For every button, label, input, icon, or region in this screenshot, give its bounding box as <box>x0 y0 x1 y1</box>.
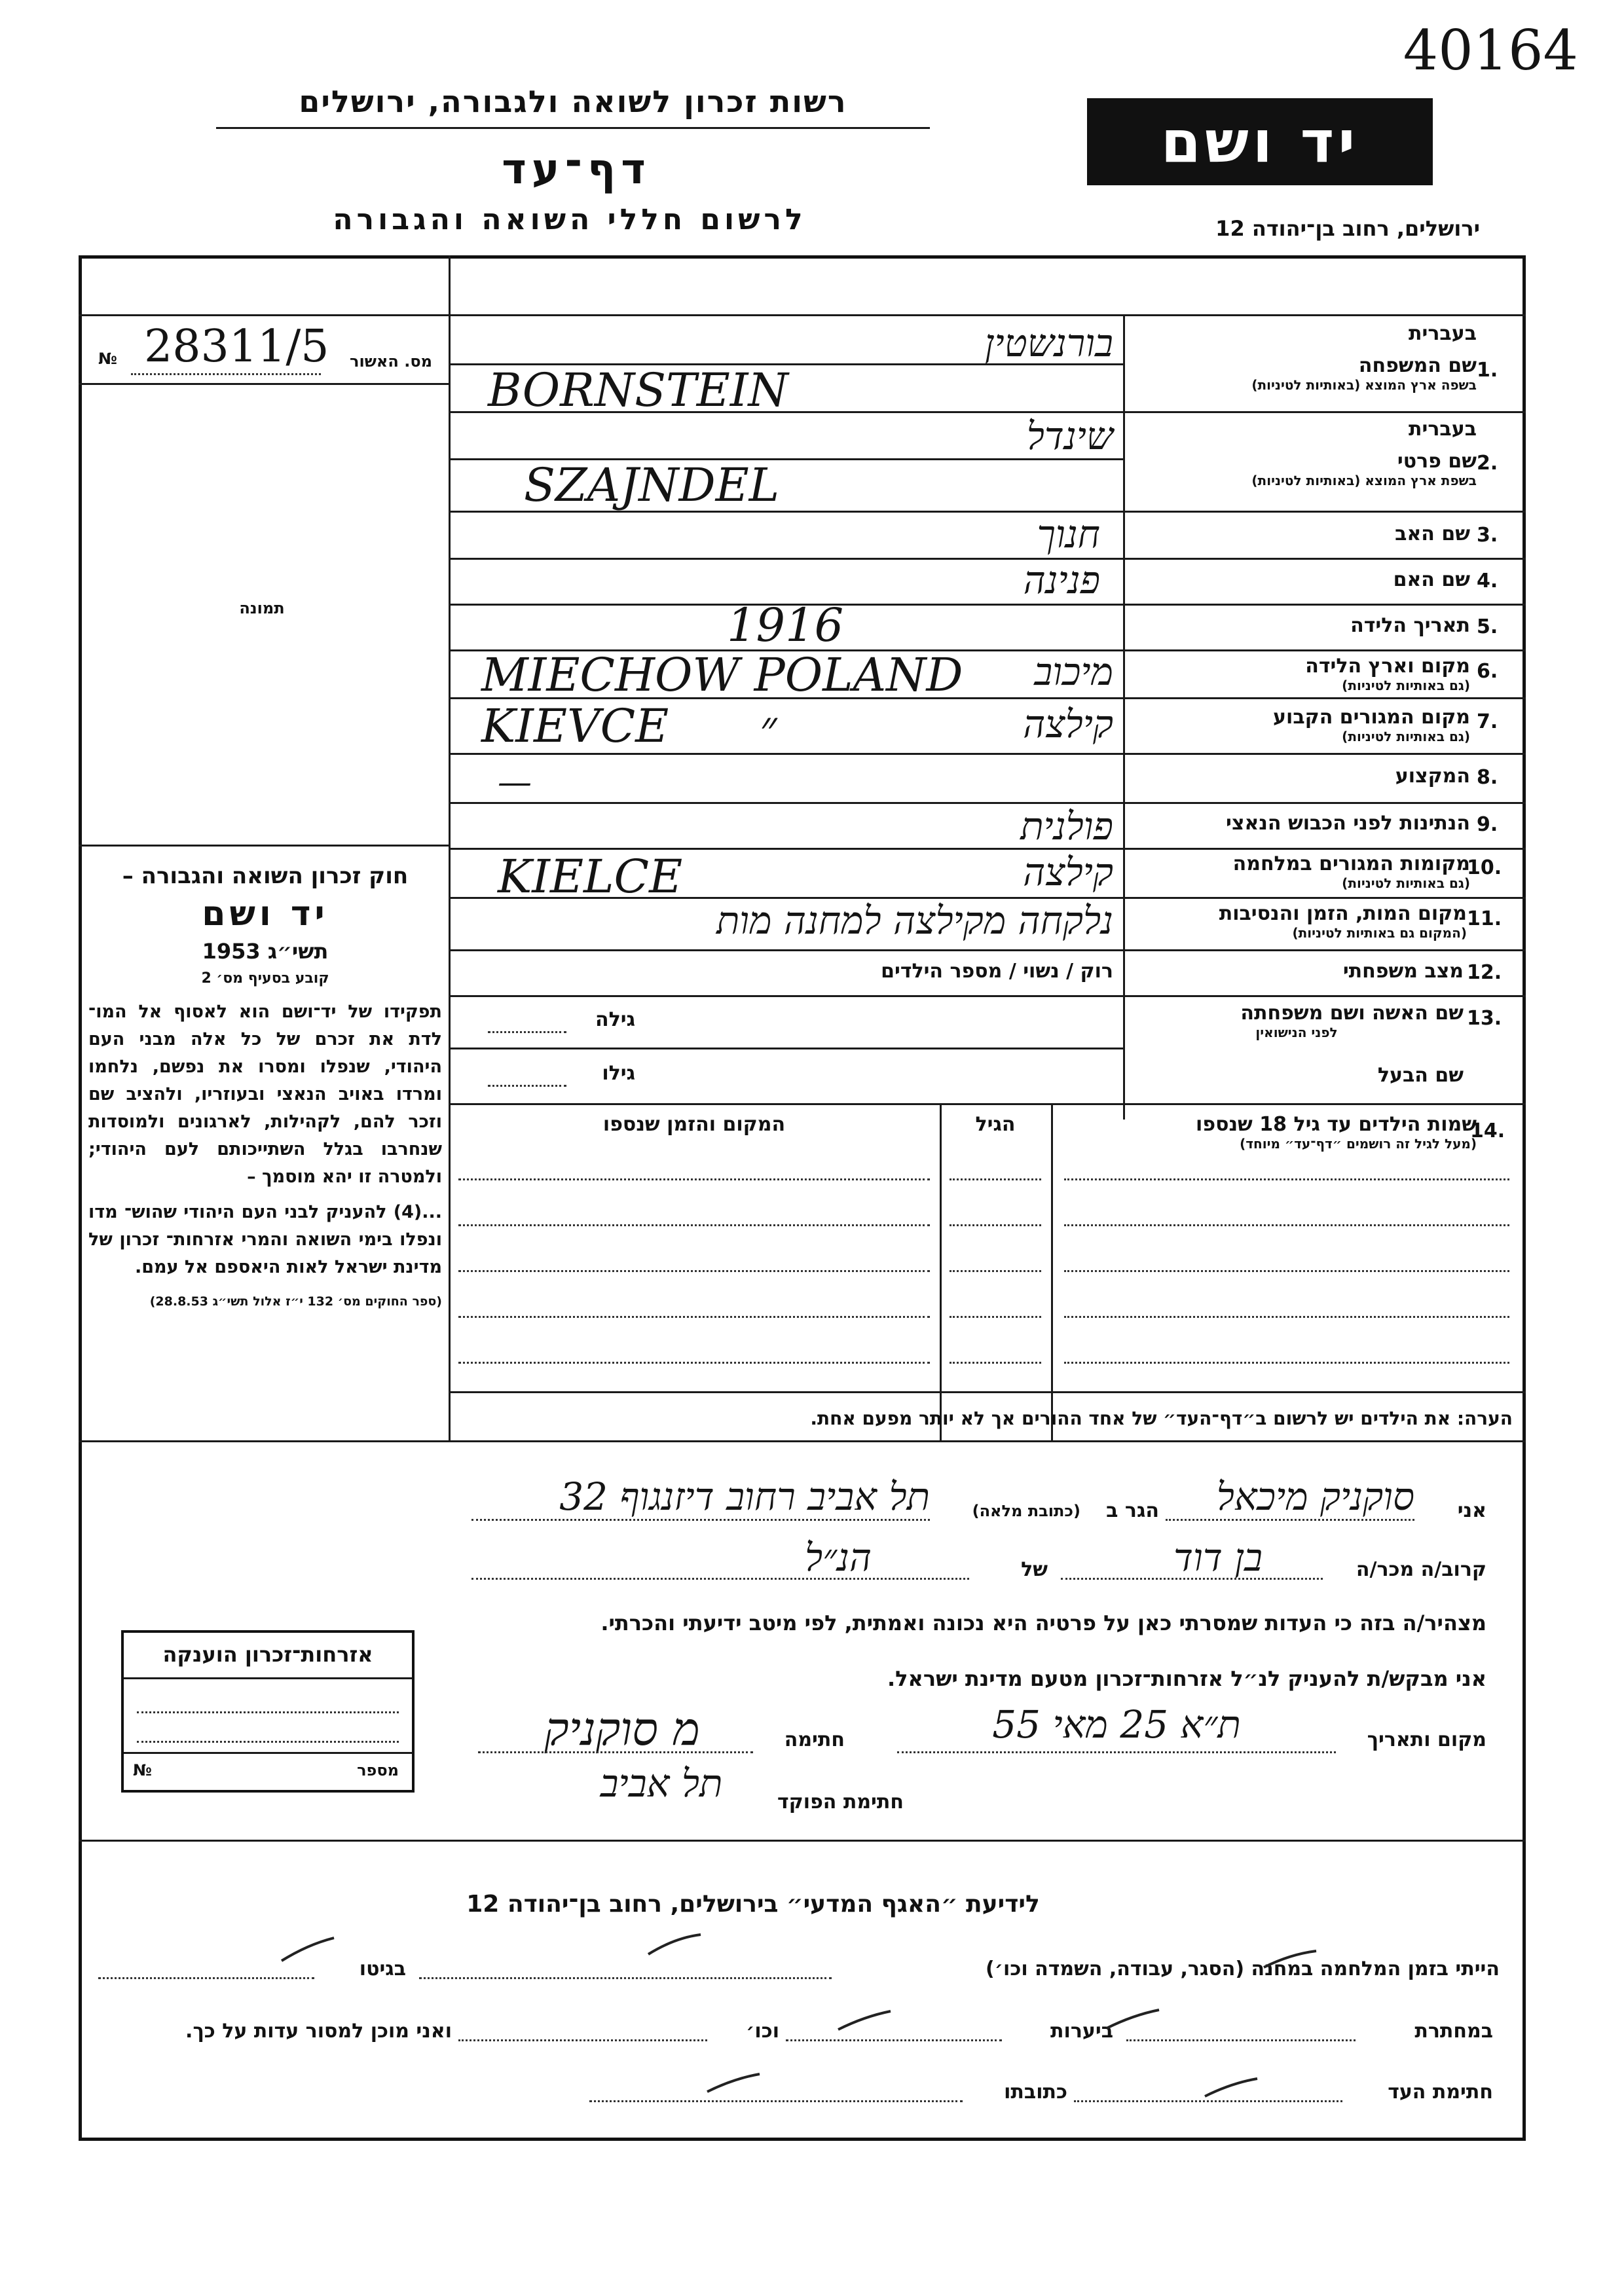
relation-value: בן דוד <box>1173 1535 1263 1580</box>
field-7-latin-value: KIEVCE <box>481 699 669 753</box>
children-note: (מעל לגיל זה רושמים ״דף־עד״ מיוחד) <box>1240 1136 1477 1152</box>
field-2-note: בשפת ארץ המוצא (באותיות לטיניות) <box>1251 473 1477 488</box>
footer-line2-c: וכו׳ <box>746 2020 779 2043</box>
remark: הערה: את הילדים יש לרשום ב״דף־העד״ של אחד ההורים אך לא יותר מפעם אחת. <box>810 1408 1513 1429</box>
relation-label: קרוב/ה מכר/ה <box>1356 1558 1486 1581</box>
declaration-text: מצהיר/ה בזה כי העדות שמסרתי כאן על פרטיה היא נכונה ואמתית, לפי מיטב ידיעתי והכרתי. <box>600 1611 1486 1635</box>
footer-line2-b: ביערות <box>1050 2020 1113 2043</box>
tick-mark <box>282 1938 334 1961</box>
authority-title: רשות זכרון לשואה ולגבורה, ירושלים <box>299 84 847 119</box>
field-6-num: 6. <box>1477 660 1498 683</box>
declarant-address-note: (כתובת מלאה) <box>972 1502 1080 1520</box>
citizenship-number-label: מספר <box>357 1761 399 1779</box>
form-subtitle: לרשום חללי השואה והגבורה <box>333 203 807 236</box>
field-8-num: 8. <box>1477 766 1498 789</box>
field-13-num: 13. <box>1467 1007 1502 1030</box>
approval-no-mark: № <box>98 350 117 368</box>
field-12-num: 12. <box>1467 961 1502 984</box>
field-2-label: שם פרטי <box>1397 450 1477 473</box>
field-2-latin-value: SZAJNDEL <box>524 458 780 512</box>
signature-label: חתימה <box>784 1728 845 1751</box>
field-3-value: חנוך <box>1037 512 1100 556</box>
tick-mark <box>707 2074 760 2092</box>
field-9-value: פולנית <box>1020 804 1113 848</box>
tick-mark <box>648 1935 701 1954</box>
declarant-signature: מ סוקניק <box>544 1702 700 1756</box>
tick-mark <box>1264 1951 1316 1967</box>
field-13-label: שם האשה ושם משפחתה <box>1240 1002 1464 1025</box>
law-name: יד ושם <box>202 894 329 934</box>
field-8-value: — <box>498 763 532 802</box>
field-1-num: 1. <box>1477 359 1498 382</box>
law-paragraph-2: ...(4) להעניק לבני העם היהודי שהוש־ מדו ונפלו בימי השואה והמרי אזרחות־ זכרון של מדינת ישראל לאות היאספם אל עמם. <box>88 1202 442 1277</box>
field-1-hebrew-prefix: בעברית <box>1409 322 1477 345</box>
declarant-prefix: אני <box>1457 1499 1486 1522</box>
tick-mark <box>1205 2079 1257 2096</box>
law-title: חוק זכרון השואה והגבורה – <box>122 863 409 889</box>
field-8-label: המקצוע <box>1395 765 1470 788</box>
officer-signature-label: חתימת הפוקד <box>777 1791 904 1813</box>
footer-line1-b: בגיטו <box>359 1958 406 1980</box>
law-clause: קובע בסעיף מס׳ 2 <box>201 970 329 987</box>
declarant-address: תל אביב רחוב דיזנגוף 32 <box>559 1474 930 1519</box>
field-11-label: מקום המות, הזמן והנסיבות <box>1219 902 1467 925</box>
footer-notice: לידיעת ״האגף המדעי״ בירושלים, רחוב בן־יהודה 12 <box>466 1891 1040 1918</box>
husband-label: שם הבעל <box>1377 1064 1464 1087</box>
children-place-header: המקום והזמן שנספו <box>602 1113 786 1136</box>
field-11-value: נלקחה מקילצה למחנה מות <box>716 898 1113 943</box>
footer-line3-b: כתובתו <box>1004 2081 1067 2104</box>
field-6-note: (גם באותיות לטיניות) <box>1342 678 1470 693</box>
field-12-label: מצב משפחתי <box>1342 960 1464 983</box>
field-6-label: מקום וארץ הלידה <box>1305 655 1470 678</box>
field-10-num: 10. <box>1467 856 1502 879</box>
field-3-label: שם האב <box>1395 522 1470 545</box>
field-2-hebrew-value: שינדל <box>1026 414 1113 458</box>
children-label: שמות הילדים עד גיל 18 שנספו <box>1196 1113 1477 1136</box>
field-2-hebrew-prefix: בעברית <box>1409 418 1477 441</box>
law-paragraph-1: תפקידו של יד־ושם הוא לאסוף אל המו־ לדת את זכרם של כל אלה מבני העם היהודי, שנפלו ומסרו את נפשם, נלחמו ומרדו באויב הנאצי ובעוזריו, ולהציב שם וזכר להם, לקהילות, לארגונים ולמוסדות שנחרבו בגלל השתייכותם לעם היהודי; ולמטרה זו יהא מוסמך – <box>88 1002 442 1187</box>
of-label: של <box>1021 1558 1048 1581</box>
citizenship-title: אזרחות־זכרון הוענקה <box>162 1642 373 1667</box>
field-10-hebrew-value: קילצה <box>1023 850 1113 894</box>
field-5-label: תאריך הלידה <box>1350 614 1470 637</box>
field-10-note: (גם באותיות לטיניות) <box>1342 875 1470 891</box>
place-date-value: ת״א 25 מאי 55 <box>992 1702 1241 1747</box>
field-5-num: 5. <box>1477 615 1498 638</box>
approval-label: מס. האשור <box>350 352 432 371</box>
husband-age-label: גילו <box>602 1062 635 1085</box>
form-title: דף־עד <box>502 145 651 194</box>
field-11-note: (המקום גם באותיות לטיניות) <box>1292 925 1467 941</box>
officer-signature: תל אביב <box>600 1761 723 1806</box>
wife-age-label: גילה <box>595 1008 635 1031</box>
field-1-hebrew-value: בורנשטין <box>984 321 1113 365</box>
tick-mark <box>1107 2010 1159 2028</box>
field-1-latin-value: BORNSTEIN <box>488 363 788 417</box>
photo-label: תמונה <box>239 599 285 617</box>
field-6-hebrew-value: מיכוב <box>1034 649 1113 694</box>
address: ירושלים, רחוב בן־יהודה 12 <box>1215 216 1480 241</box>
field-10-latin-value: KIELCE <box>498 850 683 903</box>
field-7-hebrew-value: קילצה <box>1023 702 1113 746</box>
approval-number: 28311/5 <box>144 321 329 373</box>
field-13-note: לפני הנישואין <box>1255 1025 1338 1040</box>
field-12-note: רוק / נשוי / מספר הילדים <box>881 960 1113 983</box>
field-2-num: 2. <box>1477 452 1498 475</box>
field-7-label: מקום המגורים הקבוע <box>1273 706 1470 729</box>
field-10-label: מקומות המגורים במלחמה <box>1232 852 1470 875</box>
declarant-name: סוקניק מיכאל <box>1216 1474 1414 1519</box>
archive-number: 40164 <box>1403 18 1578 82</box>
footer-line1-a: הייתי בזמן המלחמה במחנה (הסגר, עבודה, השמדה וכו׳) <box>986 1958 1500 1980</box>
field-11-num: 11. <box>1467 907 1502 930</box>
request-text: אני מבקש/ת להעניק לנ״ל אזרחות־זכרון מטעם מדינת ישראל. <box>887 1666 1486 1691</box>
of-value: הנ״ל <box>804 1535 872 1580</box>
footer-line2-a: במחתרת <box>1414 2020 1493 2043</box>
field-7-num: 7. <box>1477 710 1498 733</box>
citizenship-no-mark: № <box>133 1761 152 1779</box>
field-4-label: שם האם <box>1393 568 1470 591</box>
place-date-label: מקום ותאריך <box>1367 1728 1486 1751</box>
children-age-header: הגיל <box>975 1113 1016 1136</box>
law-year: תשי״ג 1953 <box>202 939 329 964</box>
field-7-note: (גם באותיות לטיניות) <box>1342 729 1470 744</box>
tick-mark <box>838 2011 891 2030</box>
field-6-latin-value: MIECHOW POLAND <box>481 648 963 702</box>
field-3-num: 3. <box>1477 524 1498 547</box>
field-1-note: בשפה ארץ המוצא (באותיות לטיניות) <box>1251 377 1477 393</box>
declarant-resides: הגר ב <box>1106 1499 1159 1522</box>
field-1-label: שם המשפחה <box>1358 354 1477 377</box>
field-4-value: פנינה <box>1023 558 1100 602</box>
children-num: 14. <box>1470 1120 1505 1142</box>
field-9-label: הנתינות לפני הכבוש הנאצי <box>1226 812 1470 835</box>
field-5-value: 1916 <box>727 598 844 652</box>
field-9-num: 9. <box>1477 813 1498 836</box>
field-7-ditto: ״ <box>760 701 777 754</box>
field-4-num: 4. <box>1477 570 1498 592</box>
footer-line3-a: חתימת העד <box>1388 2081 1493 2104</box>
law-source: (ספר החוקים מס׳ 132 י״ז אלול תשי״ג 28.8.53) <box>149 1294 442 1309</box>
logo-text: יד ושם <box>1160 108 1359 175</box>
footer-line2-d: ואני מוכן למסור עדות על כך. <box>185 2020 452 2043</box>
